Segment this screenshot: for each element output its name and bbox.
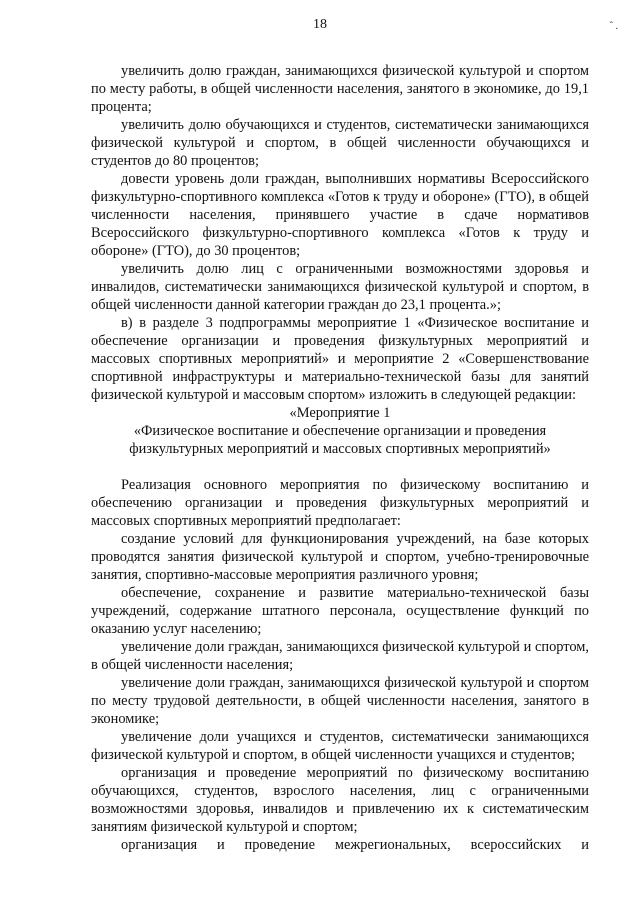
paragraph: увеличение доли учащихся и студентов, систематически занимающихся физической культурой и спортом, в общей численности учащихся и студентов; (91, 729, 589, 763)
paragraph: увеличить долю граждан, занимающихся физической культурой и спортом по месту работы, в общей численности населения, занятого в экономике, до 19,1 процента; (91, 63, 589, 115)
section-heading: «Мероприятие 1 (289, 405, 391, 421)
paragraph: организация и проведение межрегиональных, всероссийских и (121, 837, 589, 853)
paragraph: Реализация основного мероприятия по физическому воспитанию и обеспечению организации и проведения физкультурных мероприятий и массовых спортивных мероприятий предполагает: (91, 477, 589, 529)
paragraph: довести уровень доли граждан, выполнивших нормативы Всероссийского физкультурно-спортивного комплекса «Готов к труду и обороне» (ГТО), в общей численности населения, принявшего участие в сдаче нормативов Всероссийского физкультурно-спортивного комплекса «Готов к труду и обороне» (ГТО), до 30 процентов; (91, 171, 589, 259)
corner-mark: ˆ . (609, 21, 618, 32)
paragraph: обеспечение, сохранение и развитие материально-технической базы учреждений, содержание штатного персонала, осуществление функций по оказанию услуг населению; (91, 585, 589, 637)
paragraph: увеличить долю лиц с ограниченными возможностями здоровья и инвалидов, систематически занимающихся физической культурой и спортом, в общей численности данной категории граждан до 23,1 процента.»; (91, 261, 589, 313)
page-number: 18 (313, 17, 327, 32)
section-subheading: «Физическое воспитание и обеспечение организации и проведения физкультурных мероприятий и массовых спортивных мероприятий» (129, 423, 551, 457)
paragraph: создание условий для функционирования учреждений, на базе которых проводятся занятия физической культурой и спортом, учебно-тренировочные занятия, спортивно-массовые мероприятия различного уровня; (91, 531, 589, 583)
paragraph: увеличить долю обучающихся и студентов, систематически занимающихся физической культурой и спортом, в общей численности обучающихся и студентов до 80 процентов; (91, 117, 589, 169)
paragraph: увеличение доли граждан, занимающихся физической культурой и спортом по месту трудовой деятельности, в общей численности населения, занятого в экономике; (91, 675, 589, 727)
paragraph: в) в разделе 3 подпрограммы мероприятие 1 «Физическое воспитание и обеспечение организации и проведения физкультурных мероприятий и массовых спортивных мероприятий» и мероприятие 2 «Совершенствование спортивной инфраструктуры и материально-технической базы для занятий физической культурой и массовым спортом» изложить в следующей редакции: (91, 315, 589, 403)
document-body (91, 62, 589, 854)
paragraph: увеличение доли граждан, занимающихся физической культурой и спортом, в общей численности населения; (91, 639, 589, 673)
paragraph: организация и проведение мероприятий по физическому воспитанию обучающихся, студентов, взрослого населения, лиц с ограниченными возможностями здоровья, инвалидов и привлечению их к систематическим занятиям физической культурой и спортом; (91, 765, 589, 835)
spacer (91, 458, 589, 476)
